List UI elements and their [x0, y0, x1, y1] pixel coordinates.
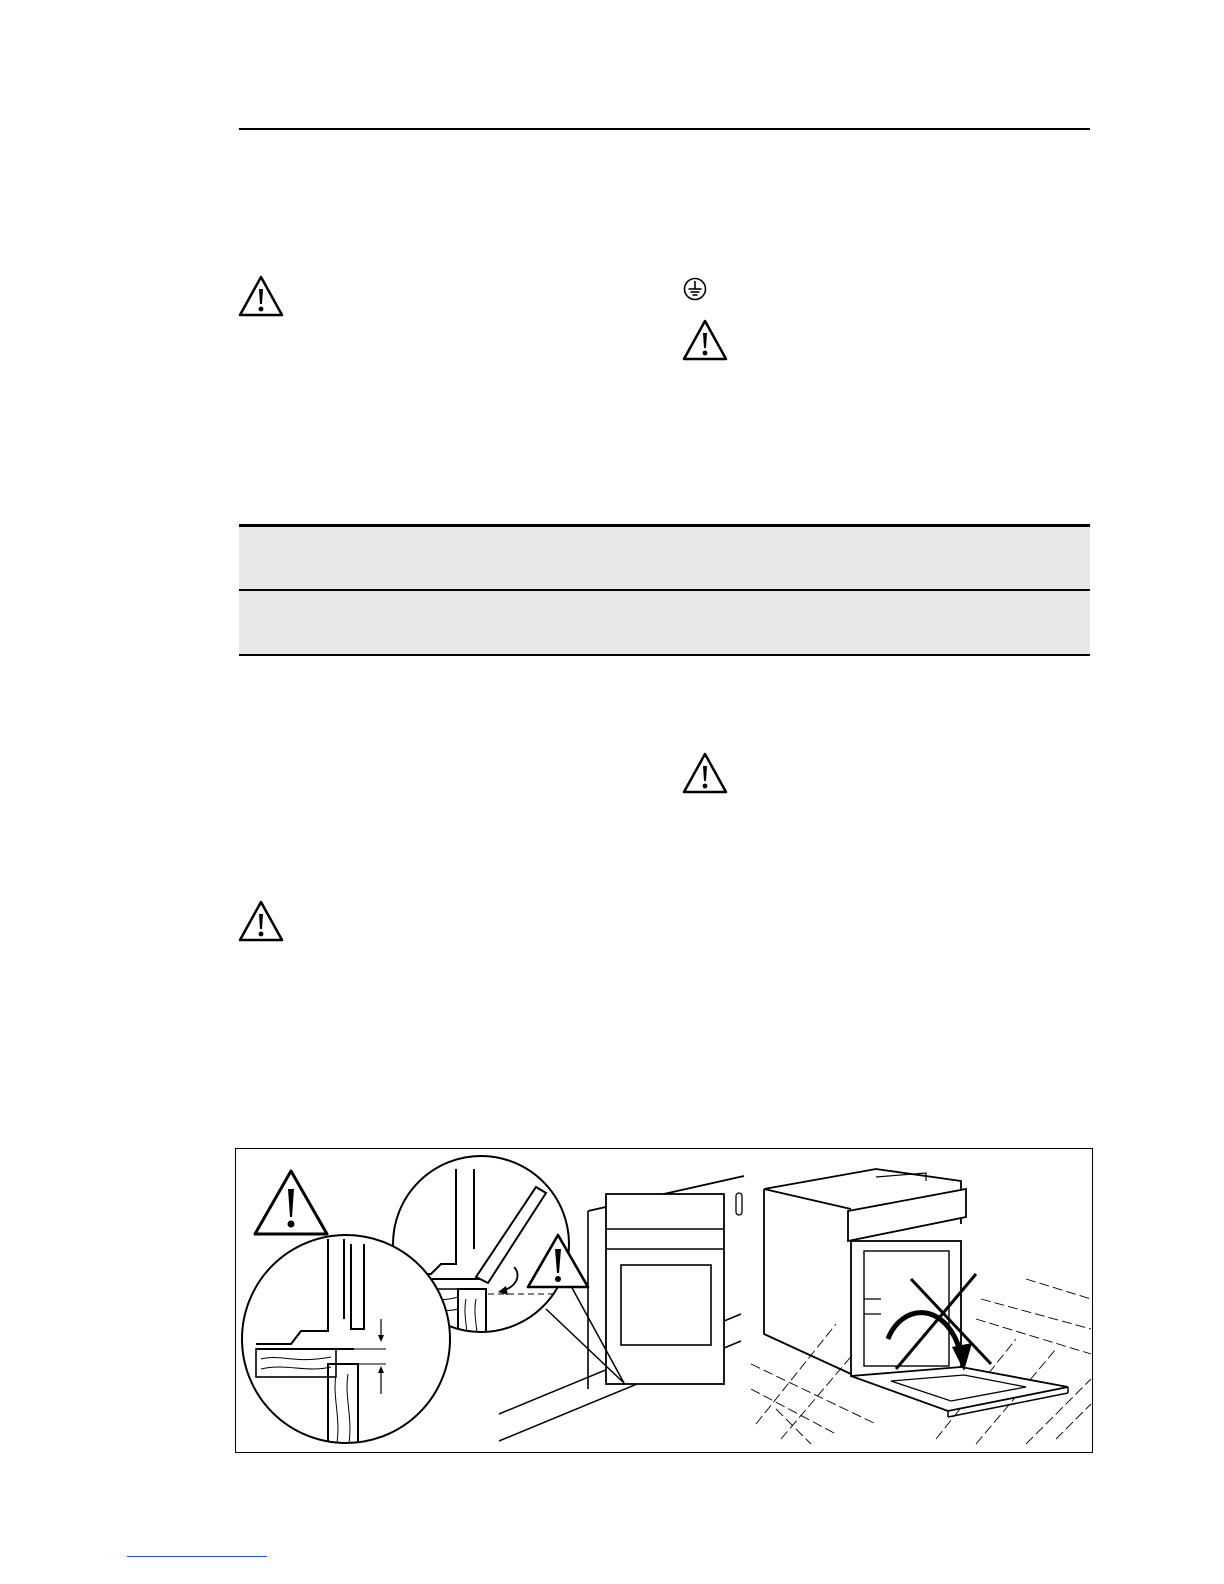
- warning-icon: [682, 752, 728, 799]
- warning-icon: [238, 275, 284, 322]
- installation-illustration: [235, 1148, 1093, 1453]
- data-table: [239, 524, 1090, 656]
- header-rule: [239, 128, 1090, 130]
- table-row-divider: [239, 589, 1090, 591]
- warning-icon: [682, 319, 728, 366]
- table-row: [239, 527, 1090, 591]
- footer-link-underline[interactable]: [127, 1556, 267, 1557]
- table-bottom-rule: [239, 654, 1090, 656]
- no-weight-on-door-icon: [751, 1169, 1091, 1444]
- warning-triangle-icon: [255, 1171, 327, 1234]
- warning-icon: [238, 900, 284, 947]
- table-row: [239, 591, 1090, 654]
- protective-earth-icon: [683, 277, 707, 306]
- table-top-rule: [239, 524, 1090, 527]
